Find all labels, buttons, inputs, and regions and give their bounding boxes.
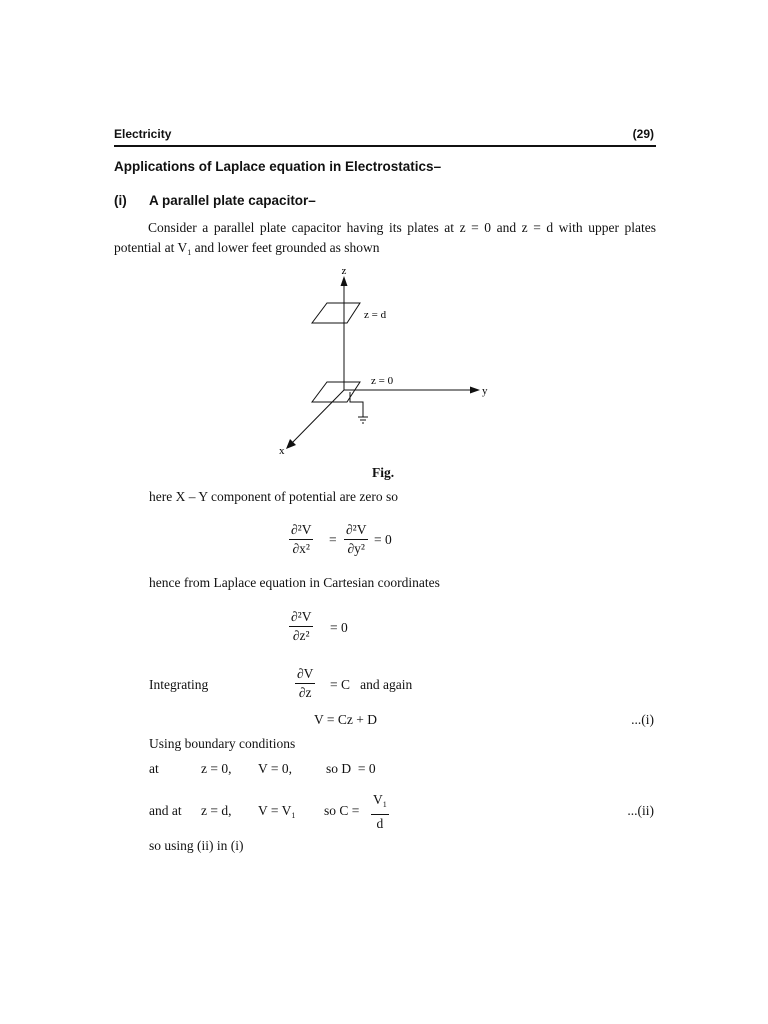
y-axis-label: y [482,385,488,397]
eq2-den: ∂z² [292,628,310,643]
boundary-row2-v-sub: 1 [291,811,296,820]
eq4-number: ...(i) [631,712,654,727]
boundary-row1-at: at [149,761,159,776]
boundary-intro: Using boundary conditions [149,736,296,751]
eq3-label: Integrating [149,677,209,692]
header-rule [114,145,656,147]
boundary-row1-z: z = 0, [201,761,232,776]
x-axis-label: x [279,445,285,457]
boundary-row2-v [258,803,295,820]
boundary-row2-z: z = d, [201,803,232,818]
eq1-num2: ∂²V [344,522,368,540]
bottom-plate [312,382,360,402]
running-header-title: Electricity [114,127,172,141]
closing-text: so using (ii) in (i) [149,838,244,853]
boundary-row2-at: and at [149,803,182,818]
boundary-row2-frac-num-sub: 1 [382,800,387,809]
eq3-rhs: = C and again [330,677,413,692]
boundary-row2-frac-num-text: V [373,792,383,807]
figure-caption: Fig. [372,465,395,480]
subsection-title: A parallel plate capacitor– [149,193,316,208]
intro-paragraph [114,218,656,263]
x-axis [290,390,344,445]
eq2-rhs: = 0 [330,620,348,635]
eq4-text: V = Cz + D [314,712,377,727]
y-axis-arrow [470,387,480,394]
eq3-fraction [295,666,315,701]
top-plate-label: z = d [364,309,387,321]
eq1-den2: ∂y² [347,541,365,556]
page-number: (29) [632,127,654,141]
eq1-equals: = [329,532,337,547]
subsection-number: (i) [114,193,127,208]
top-plate [312,303,360,323]
eq1-fraction-y [344,522,368,557]
capacitor-figure [260,262,500,462]
intro-subscript: 1 [187,248,192,257]
boundary-row2-fraction [371,792,389,832]
boundary-row1-result: so D = 0 [326,761,376,776]
z-axis-label: z [341,265,347,277]
z-axis-arrow [341,276,348,286]
eq3-den: ∂z [298,685,312,700]
boundary-row1-v: V = 0, [258,761,292,776]
eq1-rhs: = 0 [374,532,392,547]
boundary-row2-result: so C = [324,803,360,818]
boundary-row2-number: ...(ii) [627,803,654,818]
intro-text-2: and lower feet grounded as shown [191,240,380,255]
boundary-row2-frac-num [371,792,389,815]
boundary-row2-v-text: V = V [258,803,292,818]
eq1-den1: ∂x² [292,541,310,556]
ground-wire [350,392,363,417]
bottom-plate-label: z = 0 [371,375,394,387]
eq2-intro: hence from Laplace equation in Cartesian coordinates [149,575,440,590]
eq1-intro: here X – Y component of potential are zero so [149,489,399,504]
eq2-num: ∂²V [289,609,313,627]
intro-text-1: Consider a parallel plate capacitor having its plates at z = 0 and z = d with upper plates potential at V [114,220,656,255]
boundary-row2-frac-den: d [376,816,384,831]
eq1-fraction-x [289,522,313,557]
eq2-fraction [289,609,313,644]
eq1-num1: ∂²V [289,522,313,540]
section-title: Applications of Laplace equation in Electrostatics– [114,159,442,174]
eq3-num: ∂V [295,666,315,684]
